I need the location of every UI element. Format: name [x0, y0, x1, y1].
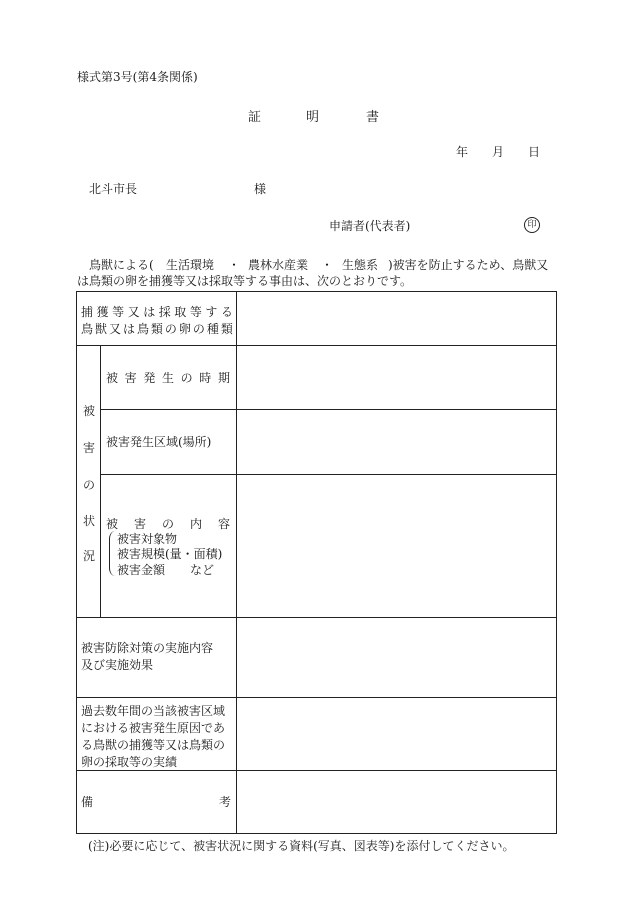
- bracket-mark: [109, 531, 116, 576]
- footnote: (注)必要に応じて、被害状況に関する資料(写真、図表等)を添付してください。: [88, 839, 515, 853]
- remarks-char: 備: [81, 795, 94, 809]
- species-input[interactable]: [237, 292, 555, 344]
- status-char: 状: [83, 514, 96, 528]
- column-divider: [100, 345, 101, 617]
- applicant-label: 申請者(代表者): [329, 219, 411, 233]
- status-char: 況: [83, 549, 96, 563]
- title-char: 証: [248, 110, 262, 125]
- status-char: 害: [83, 441, 96, 455]
- damage-area-input[interactable]: [237, 410, 555, 473]
- seal-mark: 印: [524, 217, 540, 233]
- addressee-honorific: 様: [254, 182, 267, 196]
- status-char: の: [83, 478, 96, 492]
- history-input[interactable]: [237, 698, 555, 769]
- option-agriculture: 農林水産業: [248, 258, 309, 272]
- option-living-environment: 生活環境: [166, 258, 215, 272]
- damage-area-label: 被害発生区域(場所): [106, 435, 212, 449]
- status-char: 被: [83, 404, 96, 418]
- year-label: 年: [456, 145, 469, 159]
- damage-amount-suffix: など: [190, 563, 215, 577]
- remarks-input[interactable]: [237, 771, 555, 833]
- species-line2: 鳥 獣 又 は 鳥 類 の 卵 の 種 類: [81, 322, 233, 336]
- damage-amount-item: 被害金額: [117, 563, 166, 577]
- title-char: 書: [366, 110, 380, 125]
- damage-content-input[interactable]: [237, 475, 555, 616]
- intro-start: 鳥獣による(: [89, 258, 154, 272]
- option-separator: ・: [321, 258, 334, 272]
- remarks-char: 考: [219, 795, 232, 809]
- intro-end: )被害を防止するため、鳥獣又: [388, 258, 549, 272]
- title-char: 明: [306, 110, 320, 125]
- option-separator: ・: [228, 258, 241, 272]
- option-ecosystem: 生態系: [342, 258, 379, 272]
- month-label: 月: [492, 145, 505, 159]
- damage-time-label: 被 害 発 生 の 時 期: [106, 371, 230, 385]
- species-line1: 捕 獲 等 又 は 採 取 等 す る: [81, 305, 233, 319]
- damage-content-heading: 被 害 の 内 容: [106, 517, 230, 531]
- addressee-name: 北斗市長: [89, 182, 138, 196]
- intro-line2: は鳥類の卵を捕獲等又は採取等する事由は、次のとおりです。: [77, 274, 413, 288]
- history-label: 過去数年間の当該被害区域 における被害発生原因であ る鳥獣の捕獲等又は鳥類の 卵の採取等の実績: [81, 704, 226, 769]
- damage-scale-item: 被害規模(量・面積): [117, 547, 223, 561]
- prevention-label: 被害防除対策の実施内容 及び実施効果: [81, 641, 214, 672]
- damage-time-input[interactable]: [237, 346, 555, 408]
- damage-target-item: 被害対象物: [117, 532, 178, 546]
- day-label: 日: [528, 145, 541, 159]
- prevention-input[interactable]: [237, 618, 555, 696]
- form-number: 様式第3号(第4条関係): [77, 70, 198, 84]
